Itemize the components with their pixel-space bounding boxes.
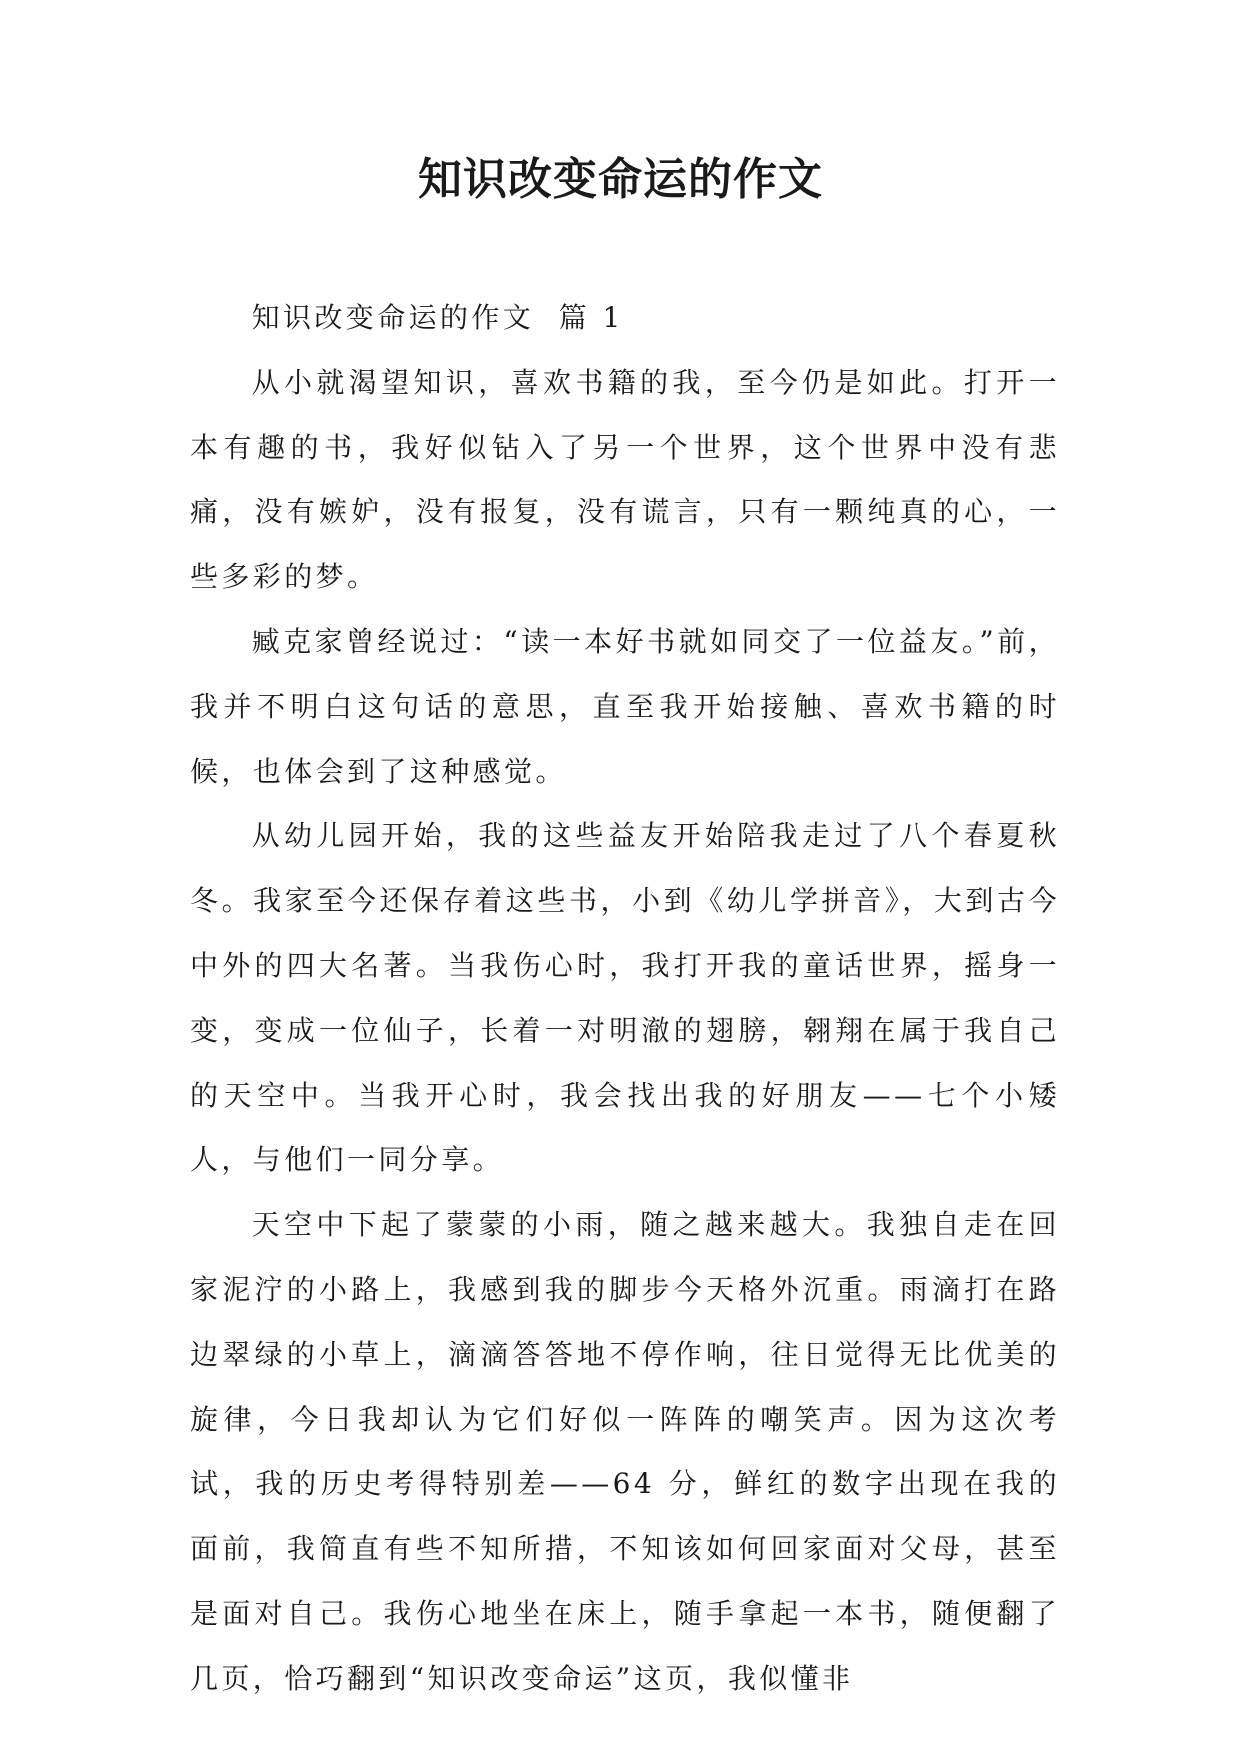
paragraph-1: 从小就渴望知识，喜欢书籍的我，至今仍是如此。打开一本有趣的书，我好似钻入了另一个世界，这个世界中没有悲痛，没有嫉妒，没有报复，没有谎言，只有一颗纯真的心，一些多彩的梦。 [190, 365, 1060, 594]
paragraph-4: 天空中下起了蒙蒙的小雨，随之越来越大。我独自走在回家泥泞的小路上，我感到我的脚步今天格外沉重。雨滴打在路边翠绿的小草上，滴滴答答地不停作响，往日觉得无比优美的旋律，今日我却认为它们好似一阵阵的嘲笑声。因为这次考试，我的历史考得特别差——64 分，鲜红的数字出现在我的面前，我简直有些不知所措，不知该如何回家面对父母，甚至是面对自己。我伤心地坐在床上，随手拿起一本书，随便翻了几页，恰巧翻到“知识改变命运”这页，我似懂非 [190, 1208, 1060, 1695]
document-title: 知识改变命运的作文 [418, 154, 823, 205]
section-heading: 知识改变命运的作文 篇 1 [251, 301, 624, 334]
document-body [190, 286, 1060, 1712]
paragraph-2: 臧克家曾经说过：“读一本好书就如同交了一位益友。”前，我并不明白这句话的意思，直至我开始接触、喜欢书籍的时候，也体会到了这种感觉。 [190, 624, 1060, 788]
paragraph-3: 从幼儿园开始，我的这些益友开始陪我走过了八个春夏秋冬。我家至今还保存着这些书，小到《幼儿学拼音》，大到古今中外的四大名著。当我伤心时，我打开我的童话世界，摇身一变，变成一位仙子，长着一对明澈的翅膀，翱翔在属于我自己的天空中。当我开心时，我会找出我的好朋友——七个小矮人，与他们一同分享。 [190, 819, 1060, 1177]
